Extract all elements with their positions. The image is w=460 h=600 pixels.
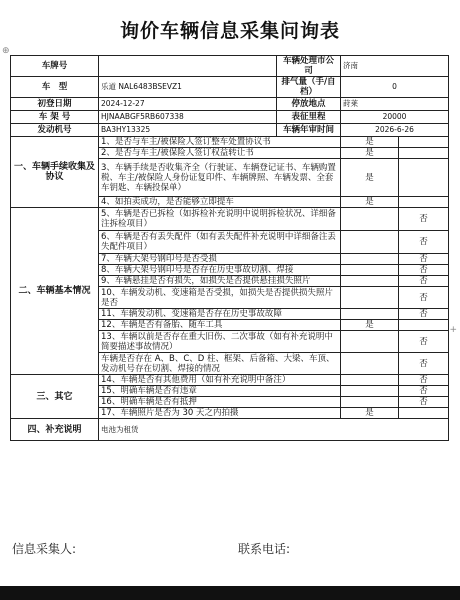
answer-no (399, 159, 449, 197)
row-model (11, 77, 449, 98)
answer-yes (341, 231, 399, 254)
question-text: 2、是否与车主/被保险人签订权益转让书 (99, 148, 341, 159)
answer-yes (341, 287, 399, 309)
question-row (11, 208, 449, 231)
question-text: 16、明确车辆是否有抵押 (99, 397, 341, 408)
answer-yes (341, 353, 399, 375)
page-title: 询价车辆信息采集问询表 (119, 20, 340, 42)
answer-yes: 是 (341, 159, 399, 197)
answer-no (399, 197, 449, 208)
answer-yes: 是 (341, 320, 399, 331)
park-value: 莳莱 (341, 98, 449, 111)
engine-label: 发动机号 (11, 124, 99, 137)
supplement-label: 四、补充说明 (11, 419, 99, 441)
displacement-label: 排气量（手/自档） (277, 77, 341, 98)
answer-yes (341, 208, 399, 231)
supplement-value: 电池为租赁 (99, 419, 449, 441)
answer-yes (341, 386, 399, 397)
answer-yes (341, 254, 399, 265)
question-text: 13、车辆以前是否存在重大旧伤、二次事故（如有补充说明中简要描述事故情况） (99, 331, 341, 353)
answer-no (399, 137, 449, 148)
question-row (11, 375, 449, 386)
section-title: 一、车辆手续收集及协议 (11, 137, 99, 208)
question-row (11, 137, 449, 148)
answer-no: 否 (399, 287, 449, 309)
plate-value (99, 56, 277, 77)
answer-no (399, 320, 449, 331)
question-text: 4、如拍卖成功，是否能够立即提车 (99, 197, 341, 208)
question-text: 车辆是否存在 A、B、C、D 柱、框架、后备箱、大梁、车顶、发动机号存在切割、焊接的情况 (99, 353, 341, 375)
question-text: 14、车辆是否有其他费用（如有补充说明中备注） (99, 375, 341, 386)
answer-no: 否 (399, 331, 449, 353)
answer-yes (341, 276, 399, 287)
answer-no: 否 (399, 353, 449, 375)
question-text: 11、车辆发动机、变速箱是否存在历史事故故障 (99, 309, 341, 320)
row-engine (11, 124, 449, 137)
question-text: 7、车辆大架号钢印号是否受损 (99, 254, 341, 265)
question-text: 5、车辆是否已拆检（如拆检补充说明中说明拆检状况、详细备注拆检项目） (99, 208, 341, 231)
model-value: 乐道 NAL6483BSEVZ1 (99, 77, 277, 98)
answer-no: 否 (399, 265, 449, 276)
answer-yes (341, 375, 399, 386)
row-supplement (11, 419, 449, 441)
question-text: 17、车辆照片是否为 30 天之内拍摄 (99, 408, 341, 419)
park-label: 停放地点 (277, 98, 341, 111)
row-reg-date (11, 98, 449, 111)
phone-label: 联系电话: (238, 542, 291, 556)
answer-no (399, 408, 449, 419)
question-text: 15、明确车辆是否有违章 (99, 386, 341, 397)
answer-yes: 是 (341, 408, 399, 419)
plate-label: 车牌号 (11, 56, 99, 77)
question-text: 6、车辆是否有丢失配件（如有丢失配件补充说明中详细备注丢失配件项目） (99, 231, 341, 254)
answer-no: 否 (399, 397, 449, 408)
answer-yes (341, 265, 399, 276)
displacement-value: 0 (341, 77, 449, 98)
answer-no: 否 (399, 309, 449, 320)
answer-yes (341, 309, 399, 320)
model-label: 车 型 (11, 77, 99, 98)
answer-yes: 是 (341, 137, 399, 148)
question-text: 12、车辆是否有备胎、随车工具 (99, 320, 341, 331)
info-form (10, 55, 448, 441)
section-title: 三、其它 (11, 375, 99, 419)
reg-date-value: 2024-12-27 (99, 98, 277, 111)
question-text: 3、车辆手续是否收集齐全（行驶证、车辆登记证书、车辆购置税、车主/被保险人身份证复印件、车辆牌照、车辆发票、全套车钥匙、车辆投保单） (99, 159, 341, 197)
row-plate (11, 56, 449, 77)
engine-value: BA3HY13325 (99, 124, 277, 137)
answer-no: 否 (399, 386, 449, 397)
collector-label: 信息采集人: (12, 542, 77, 556)
answer-no (399, 148, 449, 159)
answer-yes: 是 (341, 197, 399, 208)
add-row-icon[interactable]: + (449, 325, 457, 335)
mileage-label: 表征里程 (277, 111, 341, 124)
location-label: 车辆处理市公司 (277, 56, 341, 77)
inspect-label: 车辆年审时间 (277, 124, 341, 137)
mileage-value: 20000 (341, 111, 449, 124)
answer-yes (341, 331, 399, 353)
answer-yes (341, 397, 399, 408)
question-text: 10、车辆发动机、变速箱是否受损，如损失是否提供损失照片是否 (99, 287, 341, 309)
question-text: 8、车辆大架号钢印号是否存在历史事故切割、焊接 (99, 265, 341, 276)
answer-no: 否 (399, 254, 449, 265)
inspect-value: 2026-6-26 (341, 124, 449, 137)
window-bottom-bar (0, 586, 460, 600)
section-title: 二、车辆基本情况 (11, 208, 99, 375)
location-value: 济南 (341, 56, 449, 77)
vin-label: 车 架 号 (11, 111, 99, 124)
answer-no: 否 (399, 208, 449, 231)
answer-yes: 是 (341, 148, 399, 159)
answer-no: 否 (399, 375, 449, 386)
question-text: 9、车辆悬挂是否有损失，如损失是否提供悬挂损失照片 (99, 276, 341, 287)
row-vin (11, 111, 449, 124)
answer-no: 否 (399, 276, 449, 287)
question-text: 1、是否与车主/被保险人签订整车处置协议书 (99, 137, 341, 148)
answer-no: 否 (399, 231, 449, 254)
vehicle-info-table (10, 55, 449, 441)
drag-handle-icon[interactable]: ⊕ (2, 46, 10, 56)
vin-value: HJNAABGF5RB607338 (99, 111, 277, 124)
reg-date-label: 初登日期 (11, 98, 99, 111)
